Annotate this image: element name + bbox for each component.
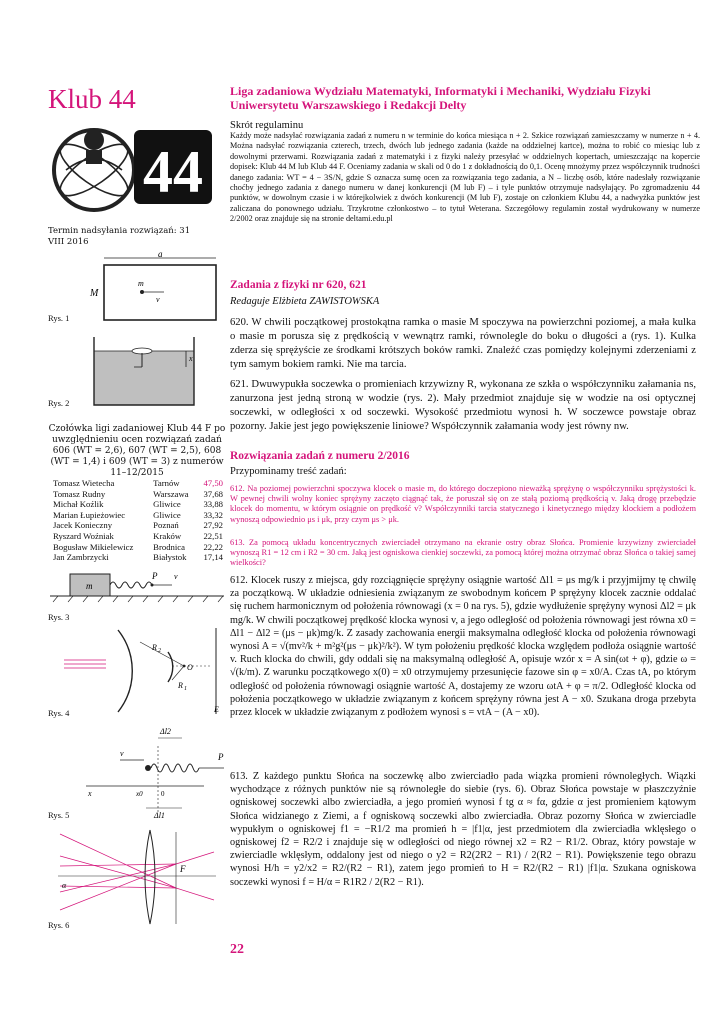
recall-612: 612. Na poziomej powierzchni spoczywa klocek o masie m, do którego doczepiono nieważką sprężynę o współczynniku sprężystości k. W pewnej chwili wolny koniec sprężyny zaczęto ciągnąć tak, że poruszał się on ze stałą poziomą prędkością v. Jaką drogę przebędzie klocek do momentu, w którym osiągnie on prędkość v? Współczynniki tarcia statycznego i kinetycznego między klockiem a podłożem wynoszą odpowiednio μs i μk, przy czym μs > μk.	[230, 484, 696, 524]
standings-points: 27,92	[203, 520, 223, 531]
fig3-P-label: P	[152, 571, 158, 581]
fig5-zero-label: 0	[161, 790, 165, 798]
fig1-a-label: a	[158, 252, 163, 259]
standings-row	[52, 520, 224, 531]
standings-row	[52, 489, 224, 500]
figure-6-label: Rys. 6	[48, 920, 70, 930]
standings-name: Jan Zambrzycki	[53, 552, 109, 563]
standings-city: Gliwice	[153, 509, 181, 520]
standings-city: Warszawa	[153, 488, 189, 499]
standings-city: Poznań	[153, 520, 179, 531]
solution-613: 613. Z każdego punktu Słońca na soczewkę albo zwierciadło pada wiązka promieni równoległych. Wiązki wychodzące z różnych punktów nie są równoległe do siebie (rys. 6). Obraz Słońca powstaje w płaszczyźnie ogniskowej soczewki albo zwierciadła, a jego promień wynosi f tg α ≈ fα, gdzie α jest promieniem kątowym Słońca widzianego z Ziemi, a f ogniskową soczewki albo zwierciadła. Obraz pozorny Słońca w zwierciadle wypukłym o ogniskowej f1 = −R1/2 ma promień h = |f1|α, jest przedmiotem dla zwierciadła wklęsłego o ogniskowej f2 = R2/2 i znajduje się w odległości od niego równej x2 = R2 − R1/2. Obraz, który powstaje w zwierciadle wklęsłym, oddalony jest od niego o y2 = R2(2R2 − R1) / 2(R2 − R1). Powiększenie tego obrazu wynosi H/h = y2/x2 = R2/(R2 − R1), zatem jego promień to H = R2/(R2 − R1) |f1|α. Szukana ogniskowa soczewki wynosi f = H/α = R1R2 / 2(R2 − R1).	[230, 771, 696, 888]
fig4-R2-sub: 2	[158, 648, 161, 654]
standings-points: 33,32	[203, 509, 223, 520]
fig4-O-label: O	[187, 663, 193, 672]
figure-5-label: Rys. 5	[48, 810, 70, 820]
fig5-dl2-label: Δl2	[160, 727, 171, 736]
standings-name: Michał Koźlik	[53, 499, 104, 510]
standings-name: Ryszard Woźniak	[53, 530, 114, 541]
fig4-R2-label: R	[152, 643, 157, 652]
rules-text: Każdy może nadsyłać rozwiązania zadań z numeru n w terminie do końca miesiąca n + 2. Szkice rozwiązań zamieszczamy w numerze n + 4. Można nadsyłać rozwiązania czterech, trzech, dwóch lub jednego zadania (każde na oddzielnej kartce), można to robić co miesiąc lub z dowolnymi przerwami. Rozwiązania zadań z matematyki i z fizyki należy przesyłać w oddzielnych kopertach, umieszczając na kopercie dopisek: Klub 44 M lub Klub 44 F. Oceniamy zadania w skali od 0 do 1 z dokładnością do 0,1. Ocenę mnożymy przez współczynnik trudności danego zadania: WT = 4 − 3S/N, gdzie S oznacza sumę ocen za rozwiązania tego zadania, a N – liczbę osób, które nadesłały rozwiązanie choćby jednego zadania z danego numeru w danej konkurencji (M lub F) – i tyle punktów otrzymuje nadsyłający. Po zgromadzeniu 44 punktów, w dowolnym czasie i w którejkolwiek z dwóch konkurencji (M lub F), zostaje on członkiem Klubu 44, a nadwyżka punktów jest zaliczana do ponownego udziału. Trzykrotne członkostwo – to tytuł Weterana. Szczegółowy regulamin został wydrukowany w numerze 2/2002 oraz znajduje się na stronie deltami.edu.pl	[230, 131, 700, 224]
fig6-alpha-label: α	[62, 881, 67, 890]
rules-heading: Skrót regulaminu	[230, 120, 304, 131]
standings-name: Marian Łupieżowiec	[53, 509, 126, 520]
klub44-logo	[46, 118, 224, 218]
fig5-v-label: v	[120, 749, 124, 758]
fig5-x0-label: x0	[136, 790, 143, 798]
league-title: Liga zadaniowa Wydziału Matematyki, Informatyki i Mechaniki, Wydziału Fizyki Uniwersytetu Warszawskiego i Redakcji Delty	[230, 84, 651, 112]
standings-points: 47,50	[203, 478, 223, 488]
fig5-dl1-label: Δl1	[154, 811, 165, 820]
standings-city: Brodnica	[153, 541, 186, 552]
standings-points: 22,51	[203, 530, 223, 541]
standings-name: Jacek Konieczny	[53, 520, 113, 531]
tasks-title: Zadania z fizyki nr 620, 621	[230, 279, 367, 291]
standings-row	[52, 552, 224, 563]
recall-613: 613. Za pomocą układu koncentrycznych zwierciadeł otrzymano na ekranie ostry obraz Słońca. Promienie krzywizny zwierciadeł wynoszą R1 = 12 cm i R2 = 30 cm. Jaką jest ogniskowa cienkiej soczewki, za pomocą której można otrzymać obraz Słońca o takiej samej wielkości?	[230, 538, 696, 568]
figure-4	[60, 626, 230, 716]
standings-row	[52, 478, 224, 489]
fig1-v-label: v	[156, 295, 160, 304]
fig4-R1-sub: 1	[184, 686, 187, 692]
fig4-R1-label: R	[178, 681, 183, 690]
standings-table	[52, 478, 224, 563]
standings-city: Kraków	[153, 530, 182, 541]
fig3-m-label: m	[86, 581, 93, 591]
fig6-F-label: F	[180, 864, 186, 874]
solution-612: 612. Klocek ruszy z miejsca, gdy rozciągnięcie sprężyny osiągnie wartość Δl1 = μs mg/k i przyjmijmy tę chwilę za początkową. W układzie odniesienia związanym ze swobodnym końcem P sprężyny klocek zacznie oddalać się ruchem harmonicznym od położenia równowagi (x = 0 na rys. 5), gdzie wydłużenie sprężyny wynosi Δl2 = μk mg/k. W chwili początkowej prędkość klocka wynosi v, a jego odległość od położenia równowagi jest równa x0 = Δl1 − Δl2 = (μs − μk)mg/k. Z zasady zachowania energii maksymalna odległość klocka od położenia równowagi wynosi A = √(mv²/k + m²g²(μs − μk)²/k²). W tym położeniu prędkość klocka względem podłoża osiągnie wartość v. Ruch klocka do chwili, gdy oddali się na maksymalną odległość A, opisuje wzór x = A sin(ωt + φ), gdzie ω = √(k/m). Z warunku początkowego x(0) = x0 otrzymujemy przesunięcie fazowe sin φ = x0/A. Czas tA, po którym odległość od położenia równowagi osiągnie wartość A, dostajemy ze wzoru ωtA + φ = π/2. Odległość klocka od położenia początkowego w układzie związanym z końcem sprężyny równa jest A − x0. Szukana droga przebyta przez klocek w układzie związanym z podłożem wynosi s = vtA − (A − x0).	[230, 575, 696, 719]
standings-points: 17,14	[203, 552, 223, 563]
deadline-note: Termin nadsyłania rozwiązań: 31 VIII 2016	[48, 226, 191, 247]
figure-5	[84, 724, 230, 820]
figure-4-label: Rys. 4	[48, 708, 70, 718]
fig5-P-label: P	[218, 752, 224, 762]
standings-row	[52, 510, 224, 521]
standings-row	[52, 531, 224, 542]
standings-points: 33,88	[203, 499, 223, 510]
reminder-line: Przypominamy treść zadań:	[230, 466, 347, 477]
fig1-m-label: m	[138, 279, 144, 288]
standings-name: Bogusław Mikielewicz	[53, 541, 134, 552]
figure-3-label: Rys. 3	[48, 612, 70, 622]
standings-city: Tarnów	[153, 478, 180, 488]
standings-name: Tomasz Wietecha	[53, 478, 115, 488]
task-620: 620. W chwili początkowej prostokątna ramka o masie M spoczywa na powierzchni poziomej, a mała kulka o masie m porusza się z prędkością v wewnątrz ramki, równolegle do boku o długości a (rys. 1). Kulka zderza się sprężyście ze środkami krótszych boków ramki. Znaleźć czas pomiędzy kolejnymi zderzeniami z tym samym bokiem ramki. Nie ma tarcia.	[230, 317, 696, 370]
standings-row	[52, 542, 224, 553]
fig2-x-label: x	[189, 354, 193, 363]
editor-line: Redaguje Elżbieta ZAWISTOWSKA	[230, 296, 380, 307]
standings-name: Tomasz Rudny	[53, 488, 106, 499]
standings-city: Białystok	[153, 552, 187, 563]
standings-points: 37,68	[203, 488, 223, 499]
standings-intro: Czołówka ligi zadaniowej Klub 44 F po uwzględnieniu ocen rozwiązań zadań 606 (WT = 2,6), 607 (WT = 2,5), 608 (WT = 1,4) i 609 (WT = 3) z numerów 11–12/2015	[48, 424, 226, 478]
fig3-v-label: v	[174, 572, 178, 581]
task-621: 621. Dwuwypukła soczewka o promieniach krzywizny R, wykonana ze szkła o współczynniku załamania ns, zanurzona jest jedną stroną w wodzie (rys. 2). Mały przedmiot znajduje się w wodzie na osi optycznej soczewki, w odległości x od soczewki. Wysokość przedmiotu wynosi h. W soczewce powstaje obraz pozorny. Jakie jest jego powiększenie liniowe? Współczynnik załamania wody jest równy nw.	[230, 379, 696, 432]
klub-title: Klub 44	[48, 84, 136, 114]
figure-1-label: Rys. 1	[48, 313, 70, 323]
solutions-title: Rozwiązania zadań z numeru 2/2016	[230, 450, 410, 462]
standings-row	[52, 499, 224, 510]
figure-3	[48, 566, 228, 606]
figure-2-label: Rys. 2	[48, 398, 70, 408]
fig5-x-label: x	[88, 789, 92, 798]
figure-6	[56, 828, 230, 928]
fig1-M-label: M	[90, 288, 99, 299]
fig4-E-label: E	[214, 705, 219, 714]
figure-1	[60, 252, 230, 322]
standings-points: 22,22	[203, 541, 223, 552]
standings-city: Gliwice	[153, 499, 181, 510]
page-number: 22	[230, 942, 244, 957]
logo-digits: 44	[143, 139, 203, 205]
figure-2	[92, 337, 212, 407]
